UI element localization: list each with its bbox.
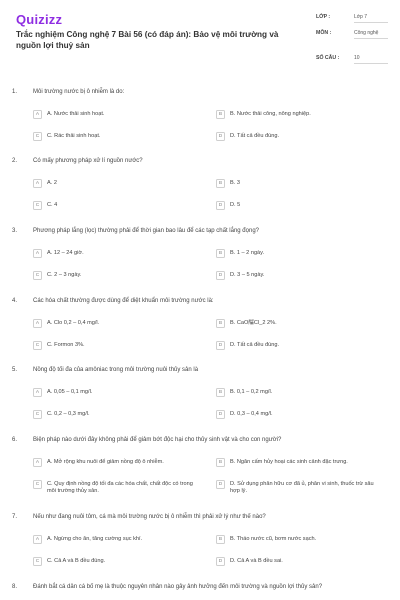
option-letter-box[interactable]: D <box>216 132 225 141</box>
question-number: 3. <box>12 228 18 234</box>
option-letter-box[interactable]: C <box>33 557 42 566</box>
option-letter-box[interactable]: D <box>216 201 225 210</box>
option-text: B. Nước thải công, nông nghiệp. <box>230 111 311 117</box>
option-letter-box[interactable]: B <box>216 319 225 328</box>
option-letter-box[interactable]: A <box>33 110 42 119</box>
question-text: Nếu như đang nuôi tôm, cá mà môi trường nước bị ô nhiễm thì phải xử lý như thế nào? <box>33 514 266 520</box>
option-text: B. Tháo nước cũ, bơm nước sạch. <box>230 536 317 542</box>
option-letter-box[interactable]: D <box>216 410 225 419</box>
question-number: 8. <box>12 584 18 590</box>
option-letter-box[interactable]: B <box>216 249 225 258</box>
option-letter-box[interactable]: C <box>33 410 42 419</box>
option-letter-box[interactable]: D <box>216 271 225 280</box>
option-text: B. 0,1 – 0,2 mg/l. <box>230 389 273 395</box>
option-letter-box[interactable]: B <box>216 388 225 397</box>
option-text: B. CaO醽Cl_2 2%. <box>230 320 277 326</box>
option-text: C. 2 – 3 ngày. <box>47 272 82 278</box>
option-letter-box[interactable]: A <box>33 179 42 188</box>
worksheet-header <box>0 0 400 78</box>
question-text: Môi trường nước bị ô nhiễm là do: <box>33 89 125 95</box>
option-text: C. Rác thải sinh hoạt. <box>47 133 101 139</box>
worksheet-title: Trắc nghiệm Công nghệ 7 Bài 56 (có đáp án): Bảo vệ môi trường và nguồn lợi thuỷ sản <box>16 30 279 50</box>
quizizz-logo <box>16 12 62 27</box>
option-letter-box[interactable]: A <box>33 458 42 467</box>
question-text: Nồng độ tối đa của amôniac trong môi trường nuôi thủy sản là <box>33 367 199 373</box>
question-number: 2. <box>12 158 18 164</box>
option-text: B. Ngăn cấm hủy hoại các sinh cảnh đặc trưng. <box>230 459 348 465</box>
option-text: A. Ngừng cho ăn, tăng cường sục khí. <box>47 536 143 542</box>
option-text: D. Sử dụng phân hữu cơ đã ủ, phân vi sinh, thuốc trừ sâu hợp lý. <box>230 481 374 494</box>
option-text: A. Clo 0,2 – 0,4 mg/l. <box>47 320 100 326</box>
option-letter-box[interactable]: C <box>33 132 42 141</box>
option-letter-box[interactable]: A <box>33 319 42 328</box>
option-letter-box[interactable]: B <box>216 110 225 119</box>
question-text: Phương pháp lắng (lọc) thường phải để thời gian bao lâu để các tạp chất lắng đọng? <box>33 228 259 234</box>
option-text: D. 5 <box>230 202 241 208</box>
question-text: Có mấy phương pháp xử lí nguồn nước? <box>33 158 143 164</box>
meta-label: SỐ CÂU : <box>316 55 340 61</box>
option-text: C. Cả A và B đều đúng. <box>47 558 106 564</box>
question-number: 6. <box>12 437 18 443</box>
option-text: C. Quy định nồng độ tối đa các hóa chất, chất độc có trong môi trường thủy sản. <box>47 481 193 494</box>
option-text: A. 12 – 24 giờ. <box>47 250 84 256</box>
option-letter-box[interactable]: B <box>216 458 225 467</box>
option-letter-box[interactable]: C <box>33 271 42 280</box>
option-letter-box[interactable]: D <box>216 341 225 350</box>
meta-value: Lớp 7 <box>354 14 388 23</box>
logo-text: Quizizz <box>16 12 63 27</box>
question-text: Các hóa chất thường được dùng để diệt khuẩn môi trường nước là: <box>33 298 214 304</box>
option-letter-box[interactable]: A <box>33 388 42 397</box>
option-letter-box[interactable]: D <box>216 480 225 489</box>
option-letter-box[interactable]: C <box>33 341 42 350</box>
option-letter-box[interactable]: B <box>216 535 225 544</box>
option-letter-box[interactable]: B <box>216 179 225 188</box>
option-letter-box[interactable]: A <box>33 249 42 258</box>
option-text: A. Nước thải sinh hoạt. <box>47 111 105 117</box>
option-text: A. Mở rộng khu nuôi để giảm nồng độ ô nhiễm. <box>47 459 164 465</box>
option-text: A. 0,05 – 0,1 mg/l. <box>47 389 93 395</box>
option-text: D. Tất cả đều đúng. <box>230 133 280 139</box>
option-text: C. 4 <box>47 202 58 208</box>
option-letter-box[interactable]: C <box>33 201 42 210</box>
question-text: Đánh bắt cá dân cá bố mẹ là thuộc nguyên nhân nào gây ảnh hưởng đến môi trường và nguồn lợi thủy sản? <box>33 584 323 590</box>
option-text: C. 0,2 – 0,3 mg/l. <box>47 411 90 417</box>
option-text: C. Formon 3%. <box>47 342 85 348</box>
question-number: 7. <box>12 514 18 520</box>
option-text: B. 1 – 2 ngày. <box>230 250 265 256</box>
meta-value: 10 <box>354 55 388 64</box>
meta-label: MÔN : <box>316 30 332 36</box>
meta-value: Công nghệ <box>354 30 388 39</box>
option-letter-box[interactable]: D <box>216 557 225 566</box>
question-text: Biện pháp nào dưới đây không phải để giảm bớt độc hại cho thủy sinh vật và cho con người? <box>33 437 282 443</box>
question-number: 4. <box>12 298 18 304</box>
option-letter-box[interactable]: A <box>33 535 42 544</box>
option-text: B. 3 <box>230 180 240 186</box>
option-text: D. Cả A và B đều sai. <box>230 558 283 564</box>
question-number: 1. <box>12 89 18 95</box>
option-text: D. 0,3 – 0,4 mg/l. <box>230 411 273 417</box>
question-number: 5. <box>12 367 18 373</box>
option-letter-box[interactable]: C <box>33 480 42 489</box>
option-text: D. 3 – 5 ngày. <box>230 272 265 278</box>
option-text: D. Tất cả đều đúng. <box>230 342 280 348</box>
meta-label: LỚP : <box>316 14 331 20</box>
option-text: A. 2 <box>47 180 57 186</box>
